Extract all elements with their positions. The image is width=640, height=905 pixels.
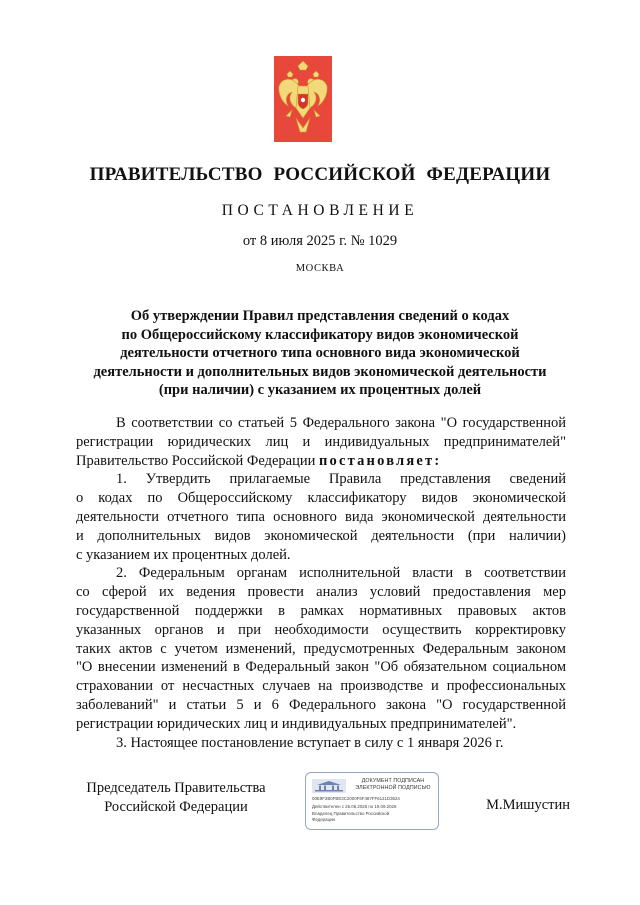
position-line: Председатель Правительства	[86, 780, 266, 796]
stamp-heading-line: ЭЛЕКТРОННОЙ ПОДПИСЬЮ	[355, 784, 431, 791]
decree-word: постановляет:	[318, 452, 442, 469]
stamp-validity: Действителен с 26.06.2025 по 19.09.2026	[312, 804, 397, 809]
item2-line: "О внесении изменений в Федеральный закон "Об обязательном социальном	[76, 659, 566, 676]
preamble-line: Правительство Российской Федерации	[76, 452, 316, 469]
item2-line: страховании от несчастных случаев на производстве и профессиональных	[76, 678, 566, 695]
item2-line: регистрации юридических лиц и индивидуальных предпринимателей".	[76, 715, 517, 732]
title-line: Об утверждении Правил представления сведений о кодах	[130, 308, 510, 324]
stamp-heading-line: ДОКУМЕНТ ПОДПИСАН	[361, 778, 425, 784]
title-line: (при наличии) с указанием их процентных долей	[158, 382, 482, 398]
stamp-owner: Федерации	[312, 817, 335, 822]
position-line: Российской Федерации	[104, 799, 248, 815]
preamble-last-line	[76, 452, 566, 471]
item2-line: заболеваний" и статьи 5 и 6 Федерального закона "О государственной	[76, 696, 566, 713]
document-type: ПОСТАНОВЛЕНИЕ	[221, 202, 419, 219]
item2-line: таких актов с учетом изменений, предусмотренных Федеральным законом	[76, 640, 566, 657]
electronic-signature-stamp	[305, 772, 439, 830]
title-line: по Общероссийскому классификатору видов экономической	[121, 326, 519, 343]
item1-line: 1. Утвердить прилагаемые Правила представления сведений	[116, 471, 566, 488]
item1-line: с указанием их процентных долей.	[76, 546, 291, 563]
preamble-line: В соответствии со статьей 5 Федерального закона "О государственной	[116, 415, 566, 431]
document-body	[76, 414, 566, 752]
document-date-number: от 8 июля 2025 г. № 1029	[242, 233, 398, 249]
item3-line: 3. Настоящее постановление вступает в силу с 1 января 2026 г.	[116, 734, 504, 751]
item2-line: государственной поддержки в рамках нормативных правовых актов	[76, 602, 566, 619]
government-building-icon	[312, 779, 346, 793]
item2-line: 2. Федеральным органам исполнительной власти в соответствии	[116, 565, 566, 582]
title-line: деятельности отчетного типа основного вида экономической	[120, 345, 520, 361]
signatory-position	[76, 779, 276, 817]
signatory-name: М.Мишустин	[486, 797, 570, 813]
document-city: МОСКВА	[295, 263, 345, 274]
document-title	[70, 307, 570, 400]
item1-line: деятельности отчетного типа основного вида экономической деятельности	[76, 508, 566, 525]
item2-line: указанных органов и при необходимости осуществить корректировку	[76, 621, 566, 638]
preamble-line: регистрации юридических лиц и индивидуальных предпринимателей"	[76, 433, 566, 450]
title-line: деятельности и дополнительных видов экономической деятельности	[93, 363, 547, 380]
stamp-owner: Владелец Правительство Российской	[312, 811, 390, 816]
government-name: ПРАВИТЕЛЬСТВО РОССИЙСКОЙ ФЕДЕРАЦИИ	[89, 164, 551, 185]
state-emblem	[274, 56, 332, 142]
stamp-certificate: 00E9F2B0FBE3C2000F6F487FF6121D3624	[312, 796, 400, 801]
item1-line: о кодах по Общероссийскому классификатору видов экономической	[76, 490, 566, 507]
stamp-heading	[350, 778, 436, 791]
item1-line: и дополнительных видов экономической деятельности (при наличии)	[76, 527, 566, 544]
double-headed-eagle-icon	[274, 56, 332, 142]
item2-line: со сферой их ведения провести анализ условий предоставления мер	[76, 584, 566, 601]
